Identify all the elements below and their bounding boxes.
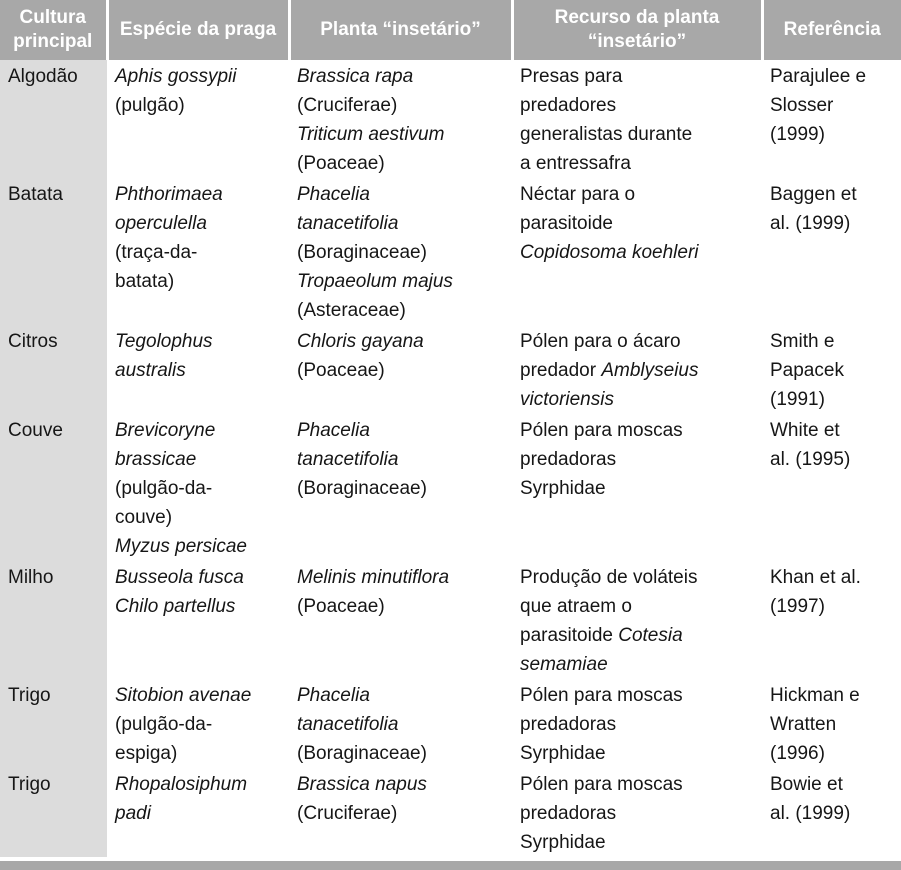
cell-line: Pólen para o ácaro xyxy=(520,331,681,352)
cell-line: operculella xyxy=(115,213,207,234)
table-row xyxy=(0,178,901,325)
table-row xyxy=(0,60,901,178)
cell-line: Syrphidae xyxy=(520,743,606,764)
cell-line: Syrphidae xyxy=(520,832,606,853)
cell-line: predadoras xyxy=(520,803,617,824)
cell-line: (Cruciferae) xyxy=(297,95,398,116)
header-planta-insetario: Planta “insetário” xyxy=(289,0,512,60)
cell-line: Pólen para moscas xyxy=(520,774,683,795)
cell-referencia xyxy=(762,325,901,414)
cell-line: Pólen para moscas xyxy=(520,420,683,441)
cell-praga xyxy=(107,178,289,325)
table-row xyxy=(0,325,901,414)
cell-line: predador Amblyseius xyxy=(520,360,699,381)
cell-line: Papacek xyxy=(770,360,844,381)
cell-line: padi xyxy=(115,803,151,824)
cell-line: (1997) xyxy=(770,596,825,617)
cell-line: Smith e xyxy=(770,331,835,352)
cell-referencia xyxy=(762,414,901,561)
cell-line: parasitoide Cotesia xyxy=(520,625,683,646)
cell-cultura: Trigo xyxy=(0,768,107,857)
cell-line: Khan et al. xyxy=(770,567,861,588)
cell-line: tanacetifolia xyxy=(297,714,399,735)
cell-line: Tropaeolum majus xyxy=(297,271,453,292)
cell-line: victoriensis xyxy=(520,389,614,410)
table-row xyxy=(0,679,901,768)
cell-planta xyxy=(289,178,512,325)
cell-line: Copidosoma koehleri xyxy=(520,242,699,263)
cell-line: Triticum aestivum xyxy=(297,124,445,145)
cell-line: al. (1995) xyxy=(770,449,851,470)
cell-line: Bowie et xyxy=(770,774,843,795)
cell-praga xyxy=(107,561,289,679)
cell-line: Chloris gayana xyxy=(297,331,424,352)
cell-line: (1999) xyxy=(770,124,825,145)
cell-cultura: Citros xyxy=(0,325,107,414)
cell-line: couve) xyxy=(115,507,173,528)
cell-line: predadoras xyxy=(520,714,617,735)
cell-cultura: Batata xyxy=(0,178,107,325)
cell-planta xyxy=(289,325,512,414)
table-body xyxy=(0,60,901,857)
cell-praga xyxy=(107,414,289,561)
cell-planta xyxy=(289,768,512,857)
cell-line: (Boraginaceae) xyxy=(297,478,427,499)
table-row xyxy=(0,768,901,857)
cell-line: Phthorimaea xyxy=(115,184,223,205)
cell-line: espiga) xyxy=(115,743,178,764)
cell-line: Phacelia xyxy=(297,420,370,441)
cell-planta xyxy=(289,561,512,679)
cell-referencia xyxy=(762,679,901,768)
cell-line: White et xyxy=(770,420,840,441)
cell-line: Tegolophus xyxy=(115,331,213,352)
cell-line: predadoras xyxy=(520,449,617,470)
cell-referencia xyxy=(762,561,901,679)
cell-line: brassicae xyxy=(115,449,197,470)
header-cultura-principal: Cultura principal xyxy=(0,0,107,60)
cell-line: tanacetifolia xyxy=(297,449,399,470)
cell-line: Melinis minutiflora xyxy=(297,567,450,588)
cell-recurso xyxy=(512,679,762,768)
cell-line: Chilo partellus xyxy=(115,596,236,617)
cell-line: predadores xyxy=(520,95,617,116)
cell-recurso xyxy=(512,178,762,325)
cell-line: australis xyxy=(115,360,186,381)
cell-cultura: Milho xyxy=(0,561,107,679)
table-row xyxy=(0,561,901,679)
cell-line: Phacelia xyxy=(297,685,370,706)
cell-line: (1991) xyxy=(770,389,825,410)
cell-referencia xyxy=(762,178,901,325)
cell-line: Parajulee e xyxy=(770,66,867,87)
cell-referencia xyxy=(762,768,901,857)
cell-praga xyxy=(107,768,289,857)
cell-cultura: Trigo xyxy=(0,679,107,768)
cell-line: (pulgão-da- xyxy=(115,714,213,735)
cell-line: Brevicoryne xyxy=(115,420,216,441)
cell-line: (Poaceae) xyxy=(297,596,385,617)
cell-line: Aphis gossypii xyxy=(115,66,237,87)
cell-line: parasitoide xyxy=(520,213,613,234)
cell-recurso xyxy=(512,561,762,679)
cell-line: a entressafra xyxy=(520,153,631,174)
header-recurso-da-planta: Recurso da planta “insetário” xyxy=(512,0,762,60)
cell-line: (Boraginaceae) xyxy=(297,743,427,764)
cell-line: Sitobion avenae xyxy=(115,685,252,706)
cell-line: (pulgão) xyxy=(115,95,185,116)
cell-line: Brassica napus xyxy=(297,774,427,795)
cell-line: Wratten xyxy=(770,714,837,735)
cell-line: tanacetifolia xyxy=(297,213,399,234)
cell-line: (Poaceae) xyxy=(297,153,385,174)
cell-line: (pulgão-da- xyxy=(115,478,213,499)
cell-line: Baggen et xyxy=(770,184,857,205)
bottom-bar xyxy=(0,861,901,870)
header-row xyxy=(0,0,901,60)
cell-line: Busseola fusca xyxy=(115,567,244,588)
cell-line: Myzus persicae xyxy=(115,536,247,557)
cell-line: al. (1999) xyxy=(770,803,851,824)
cell-line: (Poaceae) xyxy=(297,360,385,381)
cell-line: Presas para xyxy=(520,66,623,87)
cell-recurso xyxy=(512,325,762,414)
cell-line: generalistas durante xyxy=(520,124,693,145)
cell-line: Hickman e xyxy=(770,685,860,706)
cell-line: Rhopalosiphum xyxy=(115,774,248,795)
cell-praga xyxy=(107,325,289,414)
cell-planta xyxy=(289,679,512,768)
cell-line: que atraem o xyxy=(520,596,632,617)
table-header xyxy=(0,0,901,60)
cell-referencia xyxy=(762,60,901,178)
cell-line: batata) xyxy=(115,271,175,292)
cell-line: semamiae xyxy=(520,654,608,675)
cell-line: Produção de voláteis xyxy=(520,567,698,588)
cell-line: (Cruciferae) xyxy=(297,803,398,824)
cell-planta xyxy=(289,414,512,561)
cell-line: Pólen para moscas xyxy=(520,685,683,706)
cell-line: Syrphidae xyxy=(520,478,606,499)
cell-cultura: Couve xyxy=(0,414,107,561)
cell-line: (traça-da- xyxy=(115,242,198,263)
cell-cultura: Algodão xyxy=(0,60,107,178)
cell-praga xyxy=(107,679,289,768)
cell-recurso xyxy=(512,60,762,178)
cell-line: al. (1999) xyxy=(770,213,851,234)
cell-recurso xyxy=(512,768,762,857)
cell-planta xyxy=(289,60,512,178)
cell-line: Brassica rapa xyxy=(297,66,414,87)
cell-line: (Asteraceae) xyxy=(297,300,406,321)
cell-recurso xyxy=(512,414,762,561)
cell-praga xyxy=(107,60,289,178)
header-referencia: Referência xyxy=(762,0,901,60)
cell-line: Phacelia xyxy=(297,184,370,205)
cell-line: (1996) xyxy=(770,743,825,764)
header-especie-da-praga: Espécie da praga xyxy=(107,0,289,60)
cell-line: (Boraginaceae) xyxy=(297,242,427,263)
cell-line: Néctar para o xyxy=(520,184,636,205)
cell-line: Slosser xyxy=(770,95,834,116)
table-row xyxy=(0,414,901,561)
